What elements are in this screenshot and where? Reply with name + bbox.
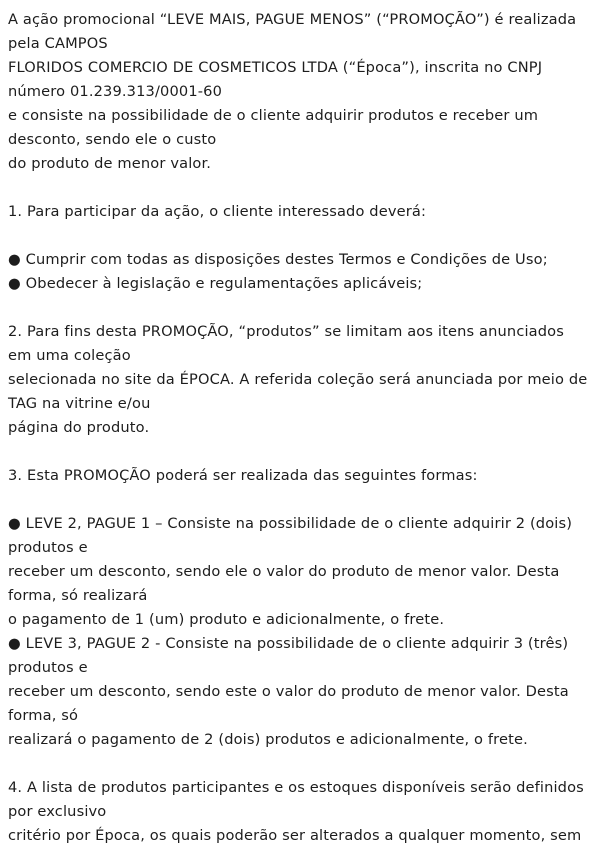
bullet-item-leve-3-pague-2: ● LEVE 3, PAGUE 2 - Consiste na possibilidade de o cliente adquirir 3 (três) produtos e	[8, 635, 569, 676]
paragraph-intro: A ação promocional “LEVE MAIS, PAGUE MENOS” (“PROMOÇÃO”) é realizada pela CAMPOS	[8, 11, 577, 52]
clause-2-continued: selecionada no site da ÉPOCA. A referida coleção será anunciada por meio de TAG na vitrine e/ou	[8, 371, 588, 412]
clause-1: 1. Para participar da ação, o cliente interessado deverá:	[8, 203, 427, 220]
bullet-item-leve-2-pague-1-continued: receber um desconto, sendo ele o valor do produto de menor valor. Desta forma, só realizará	[8, 563, 560, 604]
bullet-item-obedecer: ● Obedecer à legislação e regulamentações aplicáveis;	[8, 275, 423, 292]
bullet-item-leve-2-pague-1: ● LEVE 2, PAGUE 1 – Consiste na possibilidade de o cliente adquirir 2 (dois) produtos e	[8, 515, 573, 556]
bullet-item-leve-3-pague-2-continued: receber um desconto, sendo este o valor do produto de menor valor. Desta forma, só	[8, 683, 569, 724]
clause-2-continued-2: página do produto.	[8, 419, 150, 436]
clause-4: 4. A lista de produtos participantes e os estoques disponíveis serão definidos por exclusivo	[8, 779, 584, 820]
paragraph-company: FLORIDOS COMERCIO DE COSMETICOS LTDA (“Época”), inscrita no CNPJ número 01.239.313/0001-60	[8, 59, 543, 100]
bullet-item-cumprir: ● Cumprir com todas as disposições destes Termos e Condições de Uso;	[8, 251, 548, 268]
clause-3: 3. Esta PROMOÇÃO poderá ser realizada das seguintes formas:	[8, 467, 478, 484]
bullet-item-leve-2-pague-1-continued-2: o pagamento de 1 (um) produto e adicionalmente, o frete.	[8, 611, 445, 628]
bullet-item-leve-3-pague-2-continued-2: realizará o pagamento de 2 (dois) produtos e adicionalmente, o frete.	[8, 731, 528, 748]
clause-2: 2. Para fins desta PROMOÇÃO, “produtos” se limitam aos itens anunciados em uma coleção	[8, 323, 565, 364]
paragraph-description: e consiste na possibilidade de o cliente adquirir produtos e receber um desconto, sendo ele o custo	[8, 107, 539, 148]
paragraph-description-continued: do produto de menor valor.	[8, 155, 212, 172]
clause-4-continued: critério por Época, os quais poderão ser alterados a qualquer momento, sem	[8, 827, 582, 844]
